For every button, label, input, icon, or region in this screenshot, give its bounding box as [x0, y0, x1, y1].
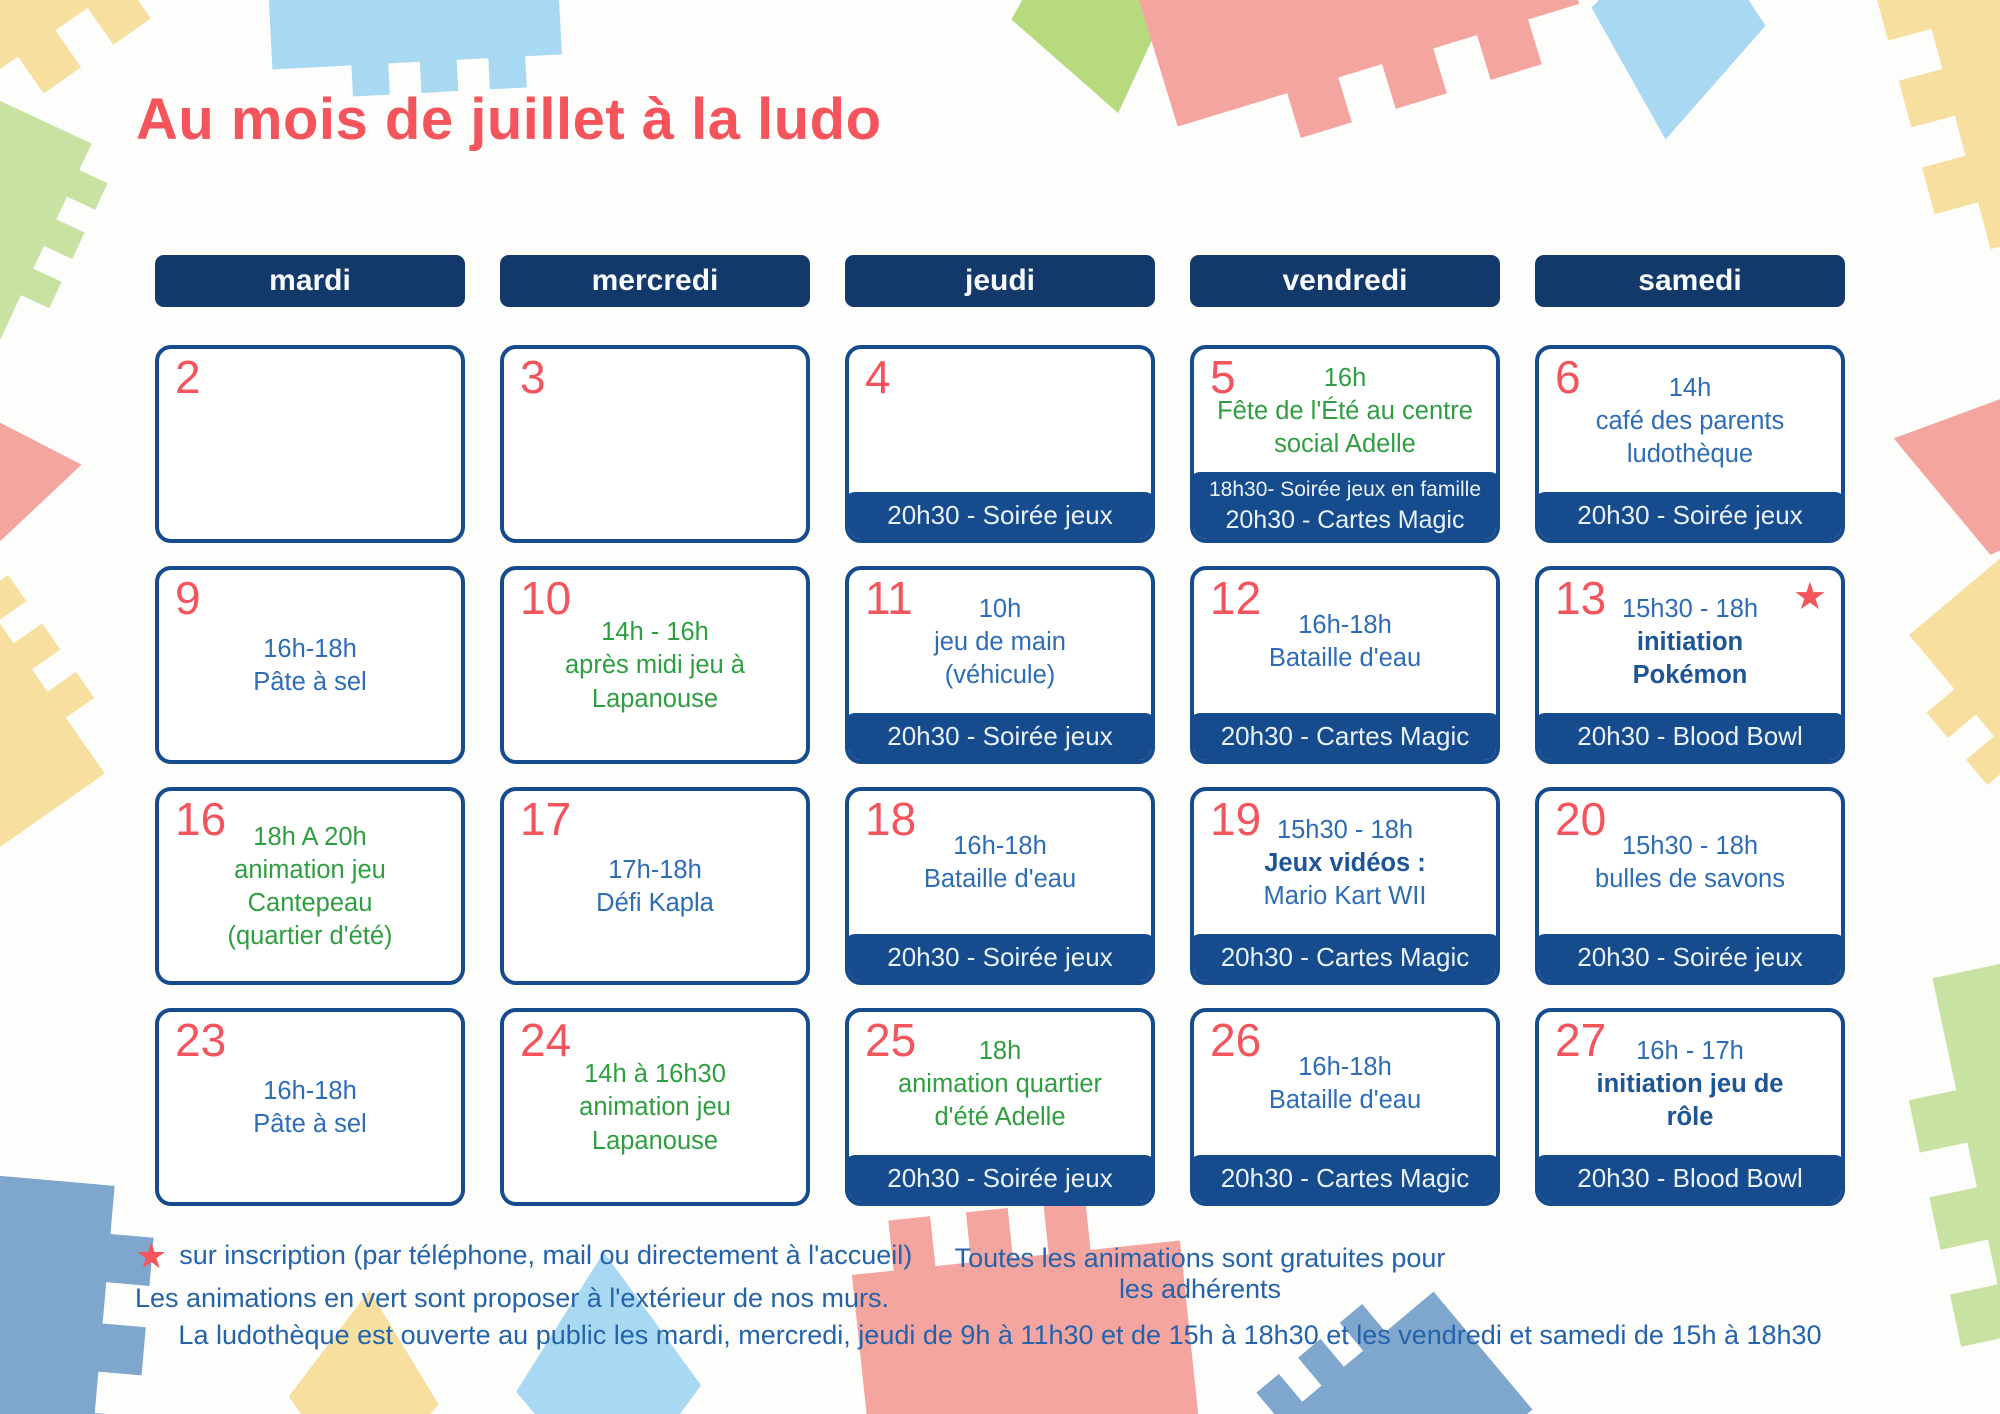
- registration-note-text: sur inscription (par téléphone, mail ou directement à l'accueil): [179, 1240, 913, 1270]
- event-line: 14h: [1668, 373, 1712, 402]
- banner-line: 20h30 - Blood Bowl: [1577, 1162, 1803, 1193]
- day-cell-17: [500, 787, 810, 985]
- brick-decoration: [1579, 0, 1773, 149]
- event-line: 16h: [1323, 363, 1367, 392]
- event-line: 14h à 16h30: [584, 1060, 726, 1089]
- event-line: 15h30 - 18h: [1276, 815, 1414, 844]
- event-line: 15h30 - 18h: [1621, 594, 1759, 623]
- brick-decoration: [1866, 536, 2000, 870]
- day-number: 4: [865, 351, 891, 403]
- event-line: 16h-18h: [953, 832, 1047, 861]
- day-cell-3: [500, 345, 810, 543]
- day-cell-27: [1535, 1008, 1845, 1206]
- event-line: 10h: [978, 594, 1022, 623]
- day-events: [504, 349, 806, 539]
- day-number: 24: [520, 1014, 572, 1066]
- evening-banner: [1535, 1155, 1845, 1206]
- day-number: 9: [175, 572, 201, 624]
- event-line: Bataille d'eau: [1268, 644, 1422, 673]
- event-line: jeu de main: [934, 627, 1066, 656]
- event-line: 16h-18h: [1298, 611, 1392, 640]
- event-line: Jeux vidéos :: [1264, 848, 1426, 877]
- day-cell-2: [155, 345, 465, 543]
- event-line: 18h: [978, 1036, 1022, 1065]
- event-line: Mario Kart WII: [1263, 881, 1427, 910]
- evening-banner: [1190, 472, 1500, 543]
- evening-banner: [1190, 934, 1500, 985]
- event-line: Pâte à sel: [253, 668, 367, 696]
- banner-line: 20h30 - Soirée jeux: [1577, 499, 1803, 530]
- green-note: Les animations en vert sont proposer à l'extérieur de nos murs.: [135, 1283, 890, 1313]
- weekday-header-row: [155, 255, 1845, 307]
- evening-banner: [845, 713, 1155, 764]
- day-cell-16: [155, 787, 465, 985]
- evening-banner: [845, 1155, 1155, 1206]
- day-events: [159, 570, 461, 760]
- weekday-header-samedi: samedi: [1535, 255, 1845, 307]
- calendar-grid: [155, 345, 1845, 1206]
- banner-line: 20h30 - Soirée jeux: [887, 720, 1113, 751]
- star-icon: ★: [135, 1235, 168, 1276]
- event-line: bulles de savons: [1595, 865, 1785, 894]
- evening-banner: [1190, 1155, 1500, 1206]
- day-cell-24: [500, 1008, 810, 1206]
- banner-line: 20h30 - Blood Bowl: [1577, 720, 1803, 751]
- banner-line: 20h30 - Soirée jeux: [1577, 941, 1803, 972]
- banner-line: 20h30 - Cartes Magic: [1220, 1162, 1470, 1193]
- page-title: Au mois de juillet à la ludo: [136, 87, 882, 152]
- registration-note: [135, 1235, 913, 1276]
- event-line: 18h A 20h: [253, 822, 367, 851]
- day-number: 20: [1555, 793, 1607, 845]
- free-note: Toutes les animations sont gratuites pour les adhérents: [954, 1243, 1446, 1304]
- day-cell-12: [1190, 566, 1500, 764]
- event-line: d'été Adelle: [934, 1102, 1066, 1131]
- evening-banner: [845, 934, 1155, 985]
- banner-line: 20h30 - Soirée jeux: [887, 1162, 1113, 1193]
- day-number: 3: [520, 351, 546, 403]
- event-line: Pokémon: [1632, 660, 1748, 689]
- day-number: 6: [1555, 351, 1581, 403]
- day-cell-18: [845, 787, 1155, 985]
- event-line: (véhicule): [944, 660, 1056, 689]
- weekday-header-mardi: mardi: [155, 255, 465, 307]
- event-line: 17h-18h: [608, 855, 702, 884]
- brick-decoration: [0, 380, 93, 574]
- event-line: Bataille d'eau: [923, 865, 1077, 894]
- day-events: [1194, 349, 1496, 472]
- event-line: ludothèque: [1626, 439, 1754, 468]
- brick-decoration: [1120, 0, 1601, 195]
- day-number: 10: [520, 572, 572, 624]
- event-line: rôle: [1666, 1102, 1714, 1131]
- event-line: animation jeu: [234, 855, 386, 884]
- star-icon: ★: [1792, 576, 1827, 618]
- event-line: Fête de l'Été au centre: [1217, 396, 1473, 425]
- event-line: Lapanouse: [591, 684, 719, 713]
- day-cell-6: [1535, 345, 1845, 543]
- day-number: 5: [1210, 351, 1236, 403]
- day-number: 26: [1210, 1014, 1262, 1066]
- day-cell-19: [1190, 787, 1500, 985]
- day-cell-10: [500, 566, 810, 764]
- event-line: initiation jeu de: [1596, 1069, 1784, 1098]
- day-cell-5: [1190, 345, 1500, 543]
- event-line: initiation: [1636, 627, 1744, 656]
- day-cell-9: [155, 566, 465, 764]
- event-line: Lapanouse: [591, 1126, 719, 1155]
- day-number: 25: [865, 1014, 917, 1066]
- day-number: 13: [1555, 572, 1607, 624]
- event-line: animation quartier: [897, 1069, 1103, 1098]
- weekday-header-jeudi: jeudi: [845, 255, 1155, 307]
- day-cell-26: [1190, 1008, 1500, 1206]
- day-number: 16: [175, 793, 227, 845]
- weekday-header-mercredi: mercredi: [500, 255, 810, 307]
- evening-banner: [1535, 934, 1845, 985]
- day-cell-23: [155, 1008, 465, 1206]
- day-cell-11: [845, 566, 1155, 764]
- banner-line: 20h30 - Cartes Magic: [1225, 505, 1465, 534]
- day-number: 17: [520, 793, 572, 845]
- event-line: après midi jeu à: [564, 651, 745, 680]
- brick-decoration: [0, 88, 135, 373]
- evening-banner: [1190, 713, 1500, 764]
- day-number: 19: [1210, 793, 1262, 845]
- event-line: Pâte à sel: [253, 1110, 367, 1138]
- event-line: café des parents: [1595, 406, 1785, 435]
- brick-decoration: [0, 538, 149, 858]
- weekday-header-vendredi: vendredi: [1190, 255, 1500, 307]
- day-cell-20: [1535, 787, 1845, 985]
- banner-line: 20h30 - Soirée jeux: [887, 499, 1113, 530]
- brick-decoration: [1825, 0, 2000, 267]
- event-line: 14h - 16h: [601, 618, 709, 647]
- event-line: 15h30 - 18h: [1621, 832, 1759, 861]
- event-line: Bataille d'eau: [1268, 1086, 1422, 1115]
- day-number: 2: [175, 351, 201, 403]
- day-number: 27: [1555, 1014, 1607, 1066]
- opening-hours-note: La ludothèque est ouverte au public les mardi, mercredi, jeudi de 9h à 11h30 et de 15h à 18h30 et les vendredi et samedi de 15h à 18h30: [178, 1320, 1822, 1350]
- day-cell-4: [845, 345, 1155, 543]
- day-events: [849, 349, 1151, 492]
- event-line: 16h - 17h: [1636, 1036, 1744, 1065]
- day-number: 12: [1210, 572, 1262, 624]
- banner-line: 20h30 - Soirée jeux: [887, 941, 1113, 972]
- day-number: 11: [865, 572, 913, 624]
- event-line: 16h-18h: [1298, 1053, 1392, 1082]
- day-events: [159, 349, 461, 539]
- day-number: 23: [175, 1014, 227, 1066]
- brick-decoration: [1871, 354, 2000, 572]
- evening-banner: [845, 492, 1155, 543]
- banner-line: 18h30- Soirée jeux en famille: [1209, 477, 1481, 501]
- event-line: 16h-18h: [263, 1076, 357, 1105]
- event-line: 16h-18h: [263, 634, 357, 663]
- day-cell-13: [1535, 566, 1845, 764]
- day-number: 18: [865, 793, 917, 845]
- evening-banner: [1535, 713, 1845, 764]
- event-line: Cantepeau: [247, 889, 373, 917]
- day-cell-25: [845, 1008, 1155, 1206]
- evening-banner: [1535, 492, 1845, 543]
- banner-line: 20h30 - Cartes Magic: [1220, 941, 1470, 972]
- event-line: social Adelle: [1274, 430, 1416, 459]
- event-line: animation jeu: [579, 1093, 731, 1122]
- event-line: Défi Kapla: [596, 889, 714, 917]
- day-events: [1539, 349, 1841, 492]
- banner-line: 20h30 - Cartes Magic: [1220, 720, 1470, 751]
- event-line: (quartier d'été): [227, 922, 393, 951]
